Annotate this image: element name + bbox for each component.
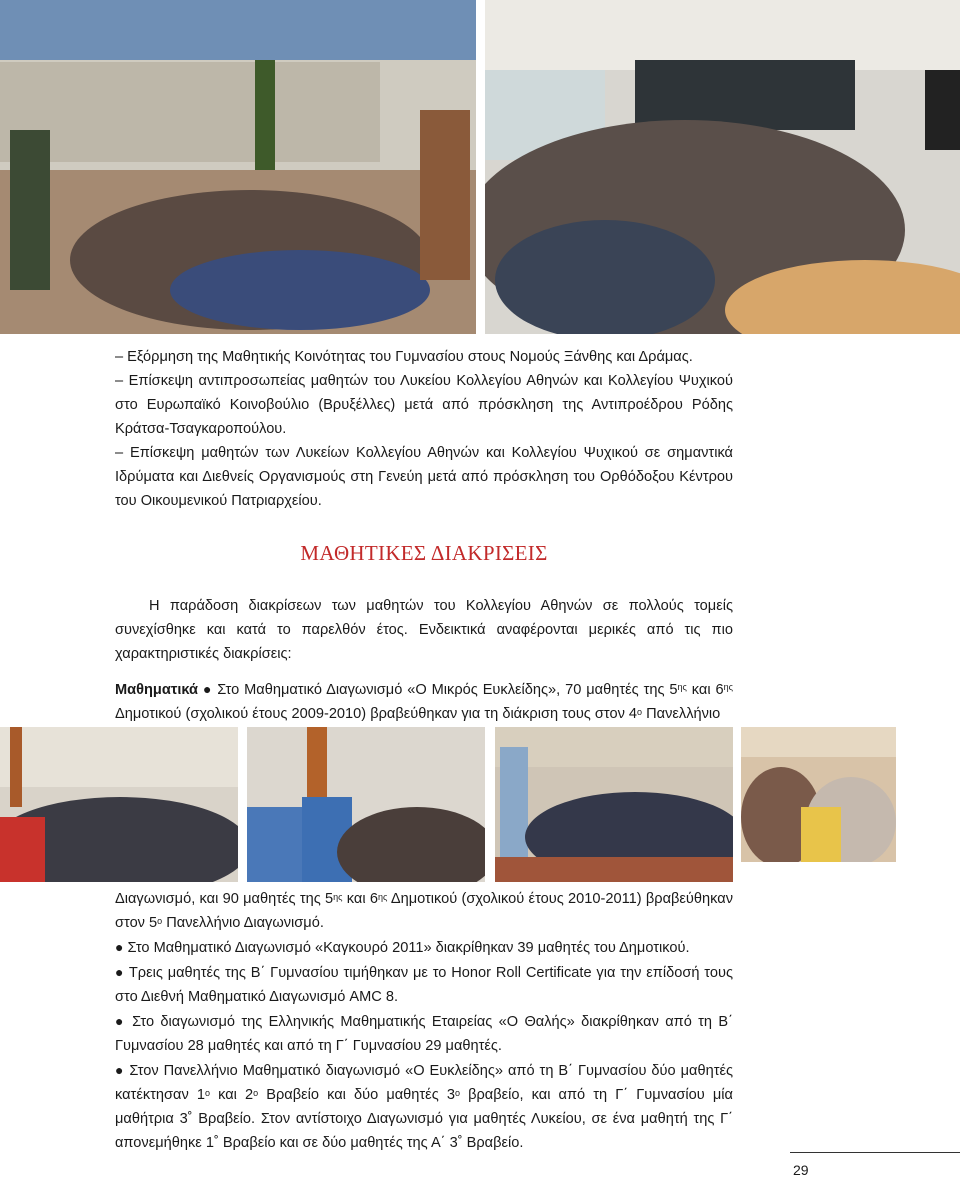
photo-award-group-3 <box>495 727 733 882</box>
math-paragraph-1: Μαθηματικά ● Στο Μαθηματικό Διαγωνισμό «Ο Μικρός Ευκλείδης», 70 μαθητές της $5^{\eta\varsigma}$ και $6^{\eta\varsigma}$ Δημοτικού (σχολικού έτους 2009-2010) βραβεύθηκαν για τη διάκριση τους στον $4^o$ Πανελλήνιο <box>115 681 733 722</box>
list-item: ● Στον Πανελλήνιο Μαθηματικό διαγωνισμό «Ο Ευκλείδης» από τη Β΄ Γυμνασίου δύο μαθητές κατέκτησαν $1^o$ και $2^o$ Βραβείο και δύο μαθητές $3^o$ βραβείο, και από τη Γ΄ Γυμνασίου μία μαθήτρια 3˚ Βραβείο. Στον αντίστοιχο Διαγωνισμό για μαθητές Λυκείου, σε ένα μαθητή της Γ΄ απονεμήθηκε 1˚ Βραβείο και σε δύο μαθητές της Α΄ 3˚ Βραβείο. <box>115 1062 733 1151</box>
intro-text <box>115 594 733 666</box>
bullet-icon: ● <box>115 1013 126 1029</box>
bullet-icon: ● <box>202 681 213 697</box>
activities-text <box>115 345 733 513</box>
bullet-icon: ● <box>115 964 125 980</box>
list-item: ● Τρεις μαθητές της Β΄ Γυμνασίου τιμήθηκαν με το Honor Roll Certificate για την επίδοσή τους στο Διεθνή Μαθηματικό Διαγωνισμό AMC 8. <box>115 964 733 1005</box>
photo-award-students <box>741 727 896 862</box>
section-heading: ΜΑΘΗΤΙΚΕΣ ΔΙΑΚΡΙΣΕΙΣ <box>300 541 548 565</box>
intro-paragraph: Η παράδοση διακρίσεων των μαθητών του Κολλεγίου Αθηνών σε πολλούς τομείς συνεχίσθηκε και κατά το παρελθόν έτος. Ενδεικτικά αναφέρονται μερικές από τις πιο χαρακτηριστικές διακρίσεις: <box>115 598 733 662</box>
list-item: ● Στο Μαθηματικό Διαγωνισμό «Καγκουρό 2011» διακρίθηκαν 39 μαθητές του Δημοτικού. <box>115 939 690 956</box>
bullet-icon: ● <box>115 939 124 955</box>
bullet-icon: ● <box>115 1062 125 1078</box>
page-number: 29 <box>793 1162 809 1178</box>
list-item: ● Στο διαγωνισμό της Ελληνικής Μαθηματικής Εταιρείας «Ο Θαλής» διακρίθηκαν από τη Β΄ Γυμνασίου 28 μαθητές και από τη Γ΄ Γυμνασίου 29 μαθητές. <box>115 1013 733 1054</box>
math-list-text <box>115 887 733 1155</box>
photo-award-group-2 <box>247 727 485 882</box>
footer-rule <box>790 1152 960 1153</box>
photo-award-group-1 <box>0 727 238 882</box>
photo-classroom-students <box>485 0 960 334</box>
math-first-text <box>115 677 733 726</box>
activity-paragraph-1: – Εξόρμηση της Μαθητικής Κοινότητας του Γυμνασίου στους Νομούς Ξάνθης και Δράμας. <box>115 349 693 365</box>
activity-paragraph-3: – Επίσκεψη μαθητών των Λυκείων Κολλεγίου Αθηνών και Κολλεγίου Ψυχικού σε σημαντικά Ιδρύματα και Διεθνείς Οργανισμούς στη Γενεύη μετά από πρόσκληση του Ορθόδοξου Κέντρου του Οικουμενικού Πατριαρχείου. <box>115 445 733 509</box>
math-label: Μαθηματικά <box>115 682 199 698</box>
math-paragraph-continued: Διαγωνισμό, και 90 μαθητές της $5^{\eta\varsigma}$ και $6^{\eta\varsigma}$ Δημοτικού (σχολικού έτους 2010-2011) βραβεύθηκαν στον $5^o$ Πανελλήνιο Διαγωνισμό. <box>115 891 733 931</box>
activity-paragraph-2: – Επίσκεψη αντιπροσωπείας μαθητών του Λυκείου Κολλεγίου Αθηνών και Κολλεγίου Ψυχικού στο Ευρωπαϊκό Κοινοβούλιο (Βρυξέλλες) μετά από πρόσκληση της Αντιπροέδρου Ρόδης Κράτσα-Τσαγκαροπούλου. <box>115 373 733 437</box>
photo-outdoor-students <box>0 0 476 334</box>
